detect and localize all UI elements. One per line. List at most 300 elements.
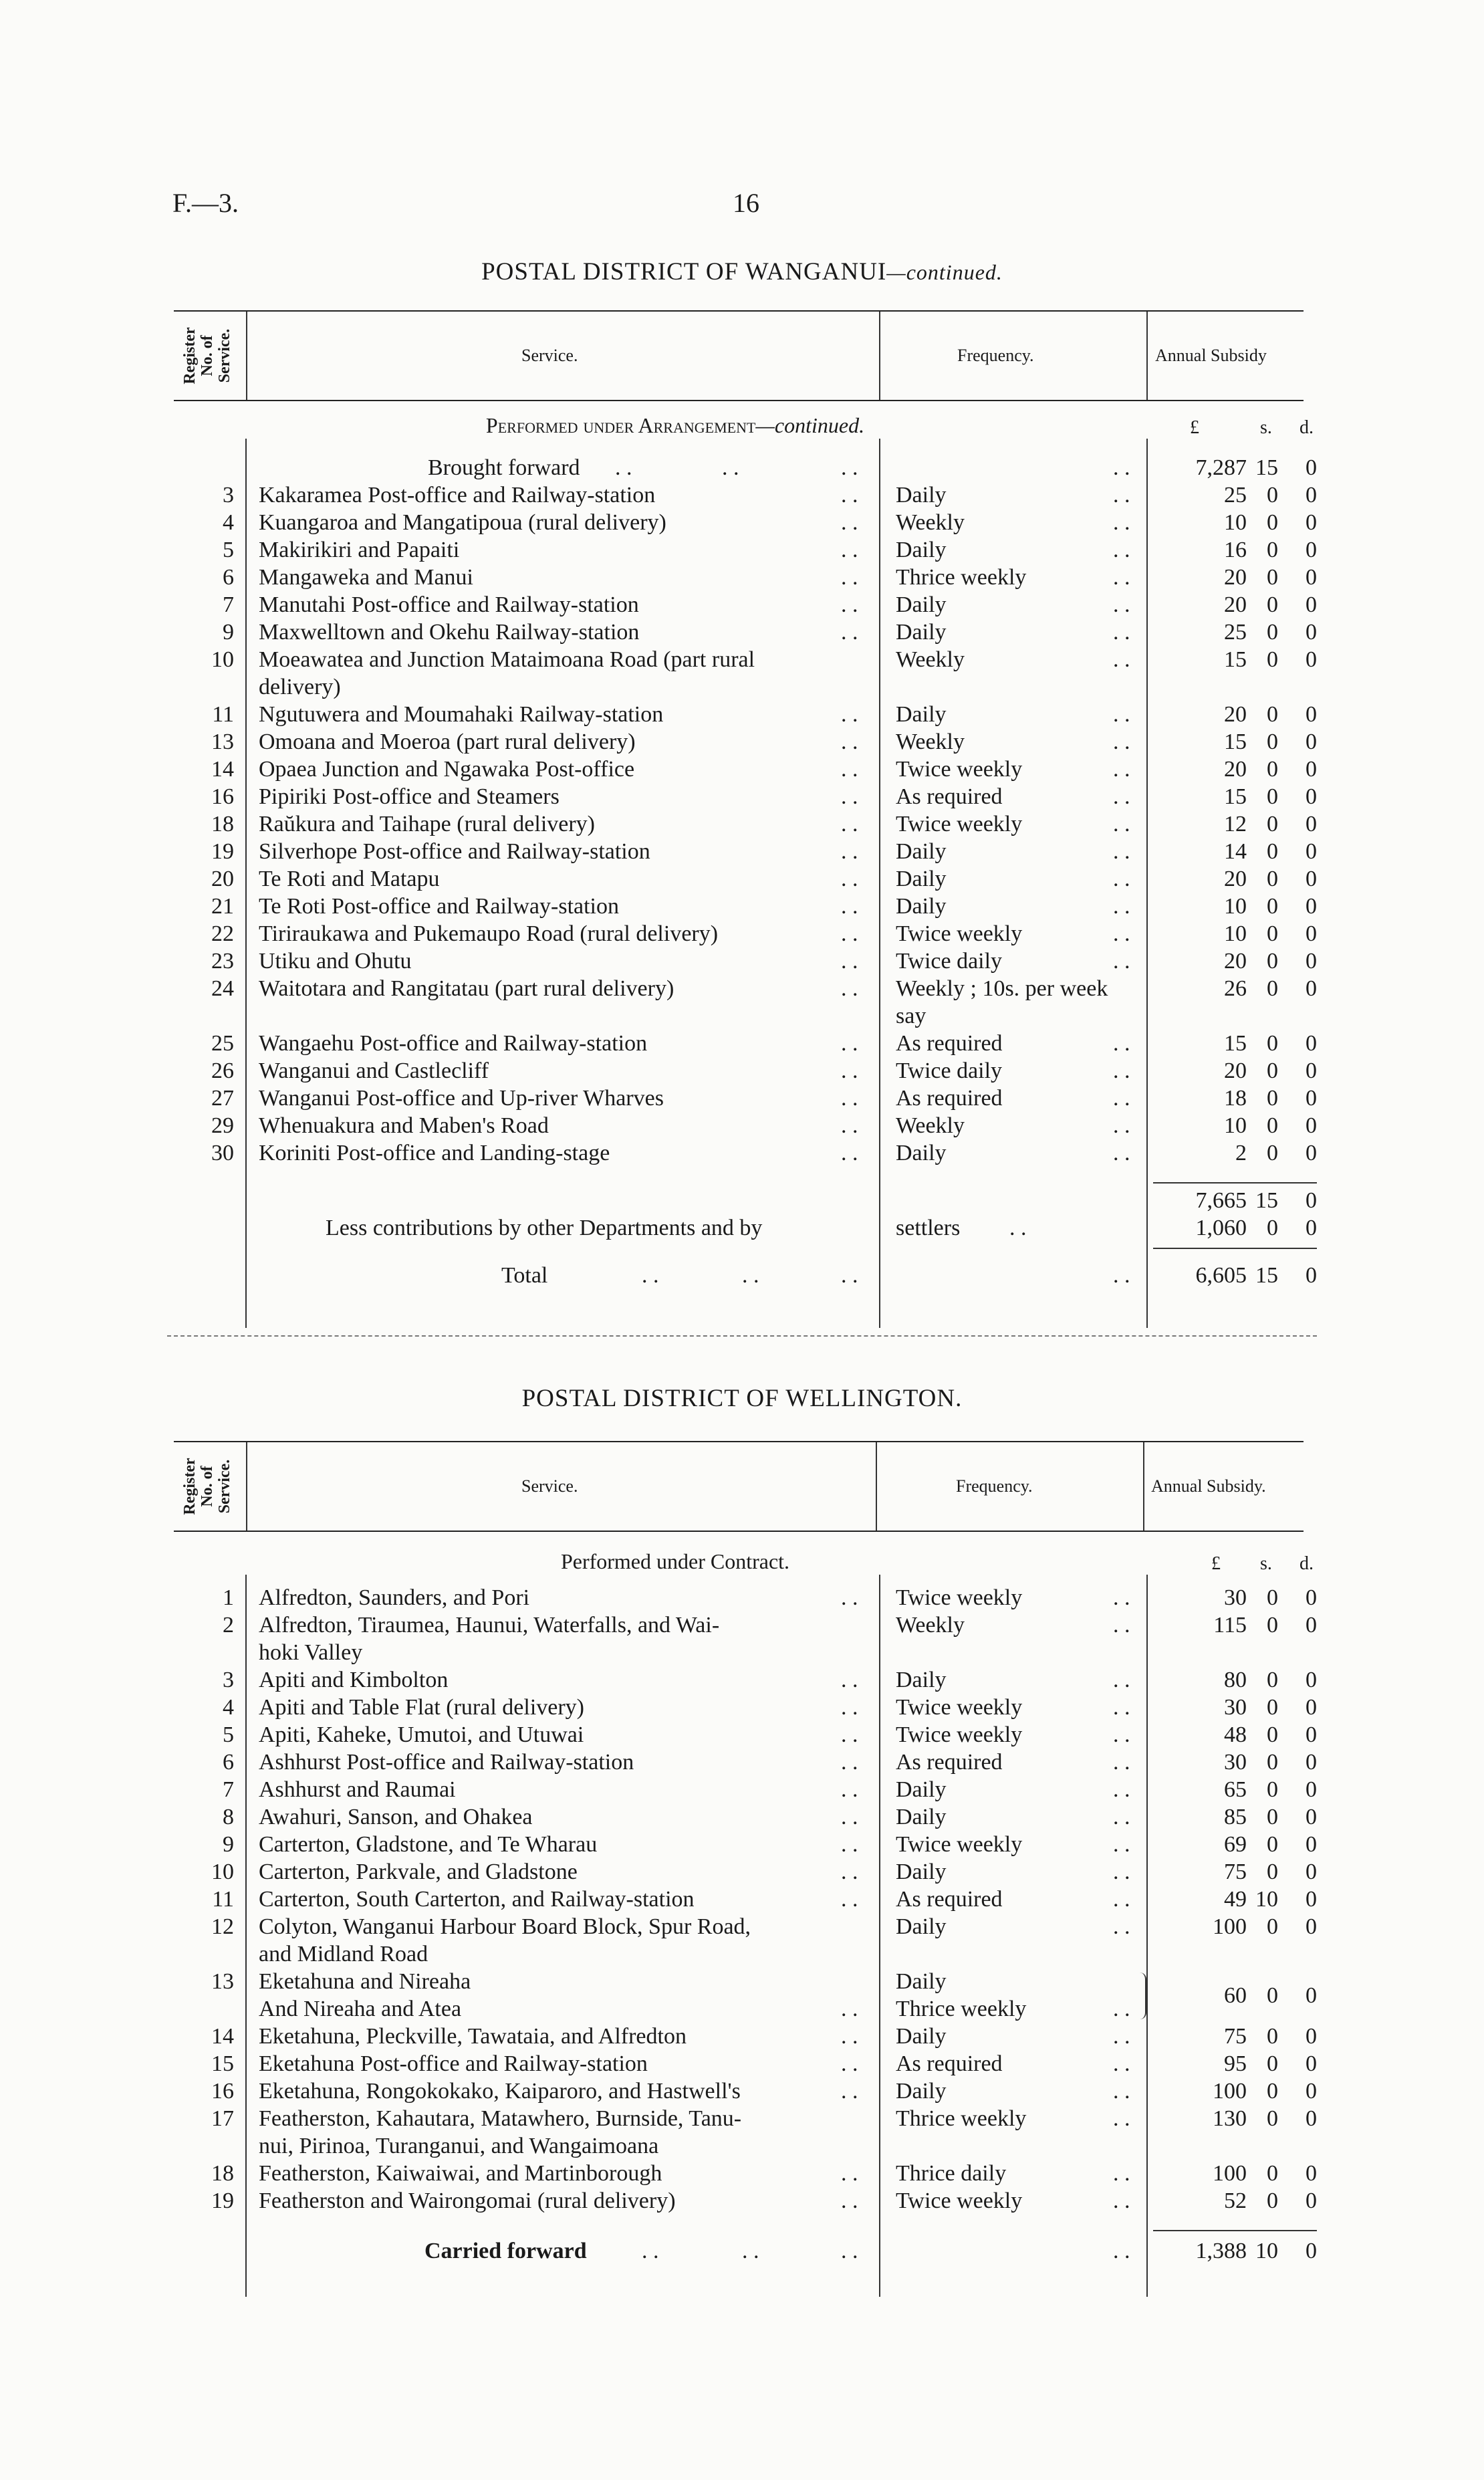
- dot-leader: . .: [841, 1263, 858, 1288]
- subsidy-pounds: 26: [1224, 976, 1247, 1001]
- dot-leader: . .: [1113, 2106, 1130, 2131]
- dot-leader: . .: [1113, 2024, 1130, 2049]
- dot-leader: . .: [1113, 867, 1130, 891]
- subsidy-pounds: 15: [1224, 1031, 1247, 1056]
- frequency: Daily: [896, 538, 947, 562]
- subsidy-pounds: 30: [1224, 1695, 1247, 1720]
- subsidy-cell: [0, 976, 1484, 1003]
- dot-leader: . .: [841, 1722, 858, 1747]
- dot-leader: . .: [1113, 1113, 1130, 1138]
- subsidy-cell: [0, 619, 1484, 647]
- subsidy-pounds: 65: [1224, 1777, 1247, 1802]
- subsidy-shillings: 0: [1267, 1141, 1278, 1165]
- subsidy-cell: [0, 564, 1484, 592]
- subsidy-header: Annual Subsidy.: [1151, 1476, 1266, 1496]
- service-name-continued: and Midland Road: [259, 1942, 428, 1966]
- subsidy-shillings: 0: [1267, 1832, 1278, 1857]
- wellington-column-header: [174, 1441, 1304, 1532]
- subsidy-pounds: 18: [1224, 1086, 1247, 1111]
- units-shillings: s.: [1260, 1553, 1272, 1574]
- subsidy-pence: 0: [1306, 483, 1317, 508]
- subsidy-pounds: 14: [1224, 839, 1247, 864]
- service-name: Opaea Junction and Ngawaka Post-office: [259, 757, 635, 782]
- subsidy-shillings: 0: [1267, 483, 1278, 508]
- register-number: 18: [211, 2161, 234, 2186]
- wellington-performed-heading: Performed under Contract.: [560, 1549, 790, 1573]
- register-number: 22: [211, 921, 234, 946]
- service-name: Makirikiri and Papaiti: [259, 538, 460, 562]
- units-pounds: £: [1190, 417, 1199, 438]
- service-name: Kuangaroa and Mangatipoua (rural delivery): [259, 510, 666, 535]
- subsidy-shillings: 0: [1267, 1613, 1278, 1638]
- service-name: Tiriraukawa and Pukemaupo Road (rural delivery): [259, 921, 719, 946]
- subsidy-pence: 0: [1306, 1113, 1317, 1138]
- service-name: Featherston and Wairongomai (rural delivery): [259, 2188, 676, 2213]
- subsidy-pence: 0: [1306, 1188, 1317, 1213]
- service-name: Maxwelltown and Okehu Railway-station: [259, 620, 640, 645]
- subsidy-pounds: 69: [1224, 1832, 1247, 1857]
- subsidy-pence: 0: [1306, 1722, 1317, 1747]
- subsidy-pounds: 10: [1224, 1113, 1247, 1138]
- units-pounds: £: [1211, 1553, 1221, 1574]
- subsidy-shillings: 0: [1267, 894, 1278, 919]
- subsidy-shillings: 0: [1267, 1668, 1278, 1692]
- subsidy-pounds: 130: [1213, 2106, 1247, 2131]
- table-row-continued: [0, 1003, 1484, 1030]
- service-name: Whenuakura and Maben's Road: [259, 1113, 549, 1138]
- register-number: 26: [211, 1058, 234, 1083]
- subsidy-cell: [0, 921, 1484, 948]
- dot-leader: . .: [841, 2024, 858, 2049]
- subsidy-pence: 0: [1306, 894, 1317, 919]
- subsidy-cell: [0, 1886, 1484, 1914]
- subsidy-pounds: 48: [1224, 1722, 1247, 1747]
- subsidy-cell: [0, 838, 1484, 866]
- subsidy-pounds: 6,605: [1195, 1263, 1247, 1288]
- register-number: 20: [211, 867, 234, 891]
- service-name: Mangaweka and Manui: [259, 565, 474, 590]
- subsidy-shillings: 0: [1267, 1750, 1278, 1775]
- subsidy-shillings: 0: [1267, 1058, 1278, 1083]
- subsidy-pence: 0: [1306, 455, 1317, 480]
- subsidy-pounds: 80: [1224, 1668, 1247, 1692]
- subsidy-cell: [0, 811, 1484, 838]
- subsidy-shillings: 10: [1255, 2239, 1278, 2263]
- subsidy-cell: [0, 1804, 1484, 1831]
- subsidy-shillings: 0: [1267, 1216, 1278, 1240]
- frequency: Daily: [896, 483, 947, 508]
- subsidy-pence: 0: [1306, 1695, 1317, 1720]
- subsidy-pounds: 30: [1224, 1585, 1247, 1610]
- dot-leader: . .: [1113, 620, 1130, 645]
- subsidy-shillings: 0: [1267, 565, 1278, 590]
- subsidy-cell: [0, 1140, 1484, 1167]
- dot-leader: . .: [841, 812, 858, 836]
- less-contributions-row: [0, 1215, 1484, 1242]
- frequency: Daily: [896, 839, 947, 864]
- subsidy-shillings: 0: [1267, 2188, 1278, 2213]
- register-number: 19: [211, 2188, 234, 2213]
- frequency: Daily: [896, 620, 947, 645]
- units-pence: d.: [1300, 417, 1314, 438]
- dot-leader: . .: [1113, 1805, 1130, 1829]
- subsidy-pounds: 75: [1224, 2024, 1247, 2049]
- dot-leader: . .: [841, 1859, 858, 1884]
- register-number: 30: [211, 1141, 234, 1165]
- register-number: 12: [211, 1914, 234, 1939]
- service-name: Eketahuna and Nireaha: [259, 1969, 471, 1994]
- subsidy-shillings: 0: [1267, 757, 1278, 782]
- subsidy-pence: 0: [1306, 2106, 1317, 2131]
- subsidy-pounds: 85: [1224, 1805, 1247, 1829]
- subsidy-pence: 0: [1306, 949, 1317, 974]
- frequency-continued: say: [896, 1004, 926, 1028]
- register-number: 21: [211, 894, 234, 919]
- register-number: 4: [223, 510, 234, 535]
- dot-leader: . .: [841, 565, 858, 590]
- subsidy-pence: 0: [1306, 1777, 1317, 1802]
- subsidy-pence: 0: [1306, 921, 1317, 946]
- subsidy-shillings: 0: [1267, 2024, 1278, 2049]
- subsidy-shillings: 0: [1267, 1983, 1278, 2008]
- subsidy-pounds: 100: [1213, 2161, 1247, 2186]
- dot-leader: . .: [742, 1263, 759, 1288]
- subsidy-pence: 0: [1306, 784, 1317, 809]
- register-number: 5: [223, 538, 234, 562]
- wanganui-title-main: POSTAL DISTRICT OF WANGANUI: [481, 258, 887, 286]
- subsidy-shillings: 15: [1255, 455, 1278, 480]
- subsidy-pence: 0: [1306, 1832, 1317, 1857]
- subsidy-pence: 0: [1306, 1983, 1317, 2008]
- subsidy-pounds: 10: [1224, 894, 1247, 919]
- dot-leader: . .: [1113, 2188, 1130, 2213]
- subsidy-cell: [0, 2160, 1484, 2188]
- subsidy-shillings: 0: [1267, 2051, 1278, 2076]
- dot-leader: . .: [841, 1750, 858, 1775]
- frequency: Daily: [896, 1805, 947, 1829]
- subsidy-pence: 0: [1306, 1750, 1317, 1775]
- register-number: 17: [211, 2106, 234, 2131]
- service-name: Wanganui and Castlecliff: [259, 1058, 489, 1083]
- subsidy-pence: 0: [1306, 1805, 1317, 1829]
- subsidy-shillings: 0: [1267, 510, 1278, 535]
- subsidy-pounds: 20: [1224, 702, 1247, 727]
- subsidy-pence: 0: [1306, 1914, 1317, 1939]
- register-number: 7: [223, 1777, 234, 1802]
- frequency: Twice weekly: [896, 921, 1023, 946]
- register-header: Register No. of Service.: [181, 327, 233, 384]
- subsidy-pence: 0: [1306, 1613, 1317, 1638]
- frequency: Twice weekly: [896, 1585, 1023, 1610]
- wanganui-column-header: [174, 310, 1304, 401]
- service-name: Kakaramea Post-office and Railway-station: [259, 483, 656, 508]
- dot-leader: . .: [841, 1058, 858, 1083]
- dot-leader: . .: [841, 867, 858, 891]
- dot-leader: . .: [1113, 2161, 1130, 2186]
- subsidy-shillings: 0: [1267, 1805, 1278, 1829]
- subsidy-cell: [0, 1585, 1484, 1612]
- dot-leader: . .: [841, 1086, 858, 1111]
- frequency: Thrice daily: [896, 2161, 1007, 2186]
- subsidy-shillings: 0: [1267, 921, 1278, 946]
- frequency: Daily: [896, 1777, 947, 1802]
- frequency: Daily: [896, 894, 947, 919]
- dot-leader: . .: [1113, 2051, 1130, 2076]
- subsidy-cell: [0, 784, 1484, 811]
- service-name: Waitotara and Rangitatau (part rural delivery): [259, 976, 674, 1001]
- service-name: Featherston, Kahautara, Matawhero, Burnside, Tanu-: [259, 2106, 742, 2131]
- register-number: 14: [211, 757, 234, 782]
- register-number: 16: [211, 2079, 234, 2104]
- dot-leader: . .: [841, 483, 858, 508]
- dot-leader: . .: [841, 2161, 858, 2186]
- register-number: 9: [223, 620, 234, 645]
- subsidy-pence: 0: [1306, 1585, 1317, 1610]
- frequency: Daily: [896, 1141, 947, 1165]
- subsidy-pounds: 10: [1224, 510, 1247, 535]
- subsidy-shillings: 0: [1267, 784, 1278, 809]
- register-number: 2: [223, 1613, 234, 1638]
- service-name: Ashhurst Post-office and Railway-station: [259, 1750, 634, 1775]
- subsidy-shillings: 0: [1267, 839, 1278, 864]
- frequency: Twice weekly: [896, 757, 1023, 782]
- subsidy-shillings: 0: [1267, 1695, 1278, 1720]
- dot-leader: . .: [841, 921, 858, 946]
- subsidy-pence: 0: [1306, 867, 1317, 891]
- carried-forward-row: [0, 2238, 1484, 2265]
- dot-leader: . .: [1113, 2079, 1130, 2104]
- subsidy-pounds: 20: [1224, 592, 1247, 617]
- subsidy-shillings: 0: [1267, 1031, 1278, 1056]
- dot-leader: . .: [1113, 1997, 1130, 2021]
- service-name: Eketahuna Post-office and Railway-station: [259, 2051, 648, 2076]
- register-number: 3: [223, 1668, 234, 1692]
- subsidy-cell: [0, 2023, 1484, 2051]
- subsidy-pence: 0: [1306, 565, 1317, 590]
- service-name: Carterton, Gladstone, and Te Wharau: [259, 1832, 598, 1857]
- subsidy-cell: [0, 1030, 1484, 1058]
- subsidy-pounds: 15: [1224, 729, 1247, 754]
- subsidy-cell: [0, 537, 1484, 564]
- subsidy-pounds: 52: [1224, 2188, 1247, 2213]
- service-name: Apiti and Kimbolton: [259, 1668, 449, 1692]
- subsidy-pounds: 10: [1224, 921, 1247, 946]
- service-name: Ashhurst and Raumai: [259, 1777, 456, 1802]
- subsidy-pence: 0: [1306, 2161, 1317, 2186]
- service-name: Moeawatea and Junction Mataimoana Road (part rural: [259, 647, 755, 672]
- subsidy-shillings: 0: [1267, 1722, 1278, 1747]
- subsidy-shillings: 0: [1267, 538, 1278, 562]
- dot-leader: . .: [841, 1832, 858, 1857]
- subsidy-cell: [0, 482, 1484, 510]
- frequency: As required: [896, 1031, 1003, 1056]
- subsidy-header: Annual Subsidy: [1155, 346, 1267, 365]
- subsidy-pounds: 25: [1224, 483, 1247, 508]
- dot-leader: . .: [1113, 592, 1130, 617]
- dot-leader: . .: [841, 2079, 858, 2104]
- subsidy-shillings: 0: [1267, 1859, 1278, 1884]
- register-number: 11: [212, 1887, 234, 1912]
- grouping-brace: [1140, 1972, 1146, 2019]
- dot-leader: . .: [841, 2239, 858, 2263]
- subsidy-cell: [0, 866, 1484, 893]
- dot-leader: . .: [1113, 483, 1130, 508]
- subsidy-pounds: 2: [1235, 1141, 1247, 1165]
- dot-leader: . .: [841, 729, 858, 754]
- service-name: Apiti and Table Flat (rural delivery): [259, 1695, 585, 1720]
- service-name: Apiti, Kaheke, Umutoi, and Utuwai: [259, 1722, 584, 1747]
- frequency: Daily: [896, 1668, 947, 1692]
- dot-leader: . .: [1113, 1887, 1130, 1912]
- service-name: Ngutuwera and Moumahaki Railway-station: [259, 702, 664, 727]
- dot-leader: . .: [841, 1887, 858, 1912]
- subsidy-pence: 0: [1306, 2051, 1317, 2076]
- frequency: Daily: [896, 867, 947, 891]
- subsidy-pounds: 7,287: [1195, 455, 1247, 480]
- subsidy-pounds: 1,060: [1195, 1216, 1247, 1240]
- subsidy-pence: 0: [1306, 592, 1317, 617]
- register-number: 3: [223, 483, 234, 508]
- subsidy-cell: [0, 1859, 1484, 1886]
- dot-leader: . .: [841, 510, 858, 535]
- register-number: 10: [211, 1859, 234, 1884]
- subsidy-pence: 0: [1306, 1141, 1317, 1165]
- register-number: 6: [223, 565, 234, 590]
- service-name: Colyton, Wanganui Harbour Board Block, Spur Road,: [259, 1914, 751, 1939]
- subsidy-shillings: 0: [1267, 867, 1278, 891]
- subsidy-shillings: 0: [1267, 1113, 1278, 1138]
- service-header: Service.: [521, 1476, 578, 1496]
- dot-leader: . .: [1113, 1141, 1130, 1165]
- subsidy-pounds: 12: [1224, 812, 1247, 836]
- subsidy-shillings: 0: [1267, 949, 1278, 974]
- frequency: Daily: [896, 1914, 947, 1939]
- service-name: Omoana and Moeroa (part rural delivery): [259, 729, 636, 754]
- service-name: Pipiriki Post-office and Steamers: [259, 784, 560, 809]
- subsidy-pounds: 20: [1224, 1058, 1247, 1083]
- frequency: Daily: [896, 2079, 947, 2104]
- dot-leader: . .: [841, 1113, 858, 1138]
- subsidy-cell: [0, 701, 1484, 729]
- register-number: 16: [211, 784, 234, 809]
- dot-leader: . .: [841, 2188, 858, 2213]
- subsidy-cell: [0, 1831, 1484, 1859]
- subsidy-pounds: 25: [1224, 620, 1247, 645]
- dot-leader: . .: [1113, 1058, 1130, 1083]
- subsidy-shillings: 15: [1255, 1188, 1278, 1213]
- service-name: Silverhope Post-office and Railway-station: [259, 839, 650, 864]
- dot-leader: . .: [841, 538, 858, 562]
- subsidy-pounds: 20: [1224, 565, 1247, 590]
- subsidy-pounds: 30: [1224, 1750, 1247, 1775]
- dot-leader: . .: [1113, 538, 1130, 562]
- subsidy-pence: 0: [1306, 2024, 1317, 2049]
- dot-leader: . .: [1113, 455, 1130, 480]
- subsidy-pence: 0: [1306, 839, 1317, 864]
- subsidy-shillings: 0: [1267, 976, 1278, 1001]
- subsidy-pounds: 7,665: [1195, 1188, 1247, 1213]
- subsidy-pence: 0: [1306, 1887, 1317, 1912]
- service-name-continued: nui, Pirinoa, Turanganui, and Wangaimoana: [259, 2134, 659, 2158]
- frequency: Twice weekly: [896, 1722, 1023, 1747]
- dot-leader: . .: [642, 1263, 659, 1288]
- frequency: Daily: [896, 592, 947, 617]
- subsidy-cell: [0, 1612, 1484, 1640]
- frequency: As required: [896, 1750, 1003, 1775]
- register-number: 29: [211, 1113, 234, 1138]
- frequency: Twice weekly: [896, 1695, 1023, 1720]
- dot-leader: . .: [1113, 1585, 1130, 1610]
- subsidy-cell: [0, 2106, 1484, 2133]
- total-row: [0, 1262, 1484, 1290]
- dot-leader: . .: [1113, 1031, 1130, 1056]
- subsidy-shillings: 0: [1267, 1585, 1278, 1610]
- dot-leader: . .: [1113, 1750, 1130, 1775]
- dot-leader: . .: [841, 1668, 858, 1692]
- subsidy-cell: [0, 2078, 1484, 2106]
- table-row-continued: [0, 2133, 1484, 2160]
- subsidy-cell: [0, 1694, 1484, 1722]
- dot-leader: . .: [1113, 1263, 1130, 1288]
- units-shillings: s.: [1260, 417, 1272, 438]
- frequency: Weekly: [896, 510, 965, 535]
- dot-leader: . .: [1009, 1216, 1027, 1240]
- dot-leader: . .: [1113, 784, 1130, 809]
- carried-forward-label: Carried forward: [424, 2239, 587, 2263]
- dot-leader: . .: [642, 2239, 659, 2263]
- register-number: 13: [211, 1969, 234, 1994]
- subsidy-cell: [0, 592, 1484, 619]
- register-number: 7: [223, 592, 234, 617]
- frequency: Twice daily: [896, 949, 1003, 974]
- subsidy-pence: 0: [1306, 729, 1317, 754]
- frequency: As required: [896, 784, 1003, 809]
- subsidy-shillings: 0: [1267, 2161, 1278, 2186]
- service-name: Alfredton, Tiraumea, Haunui, Waterfalls, and Wai-: [259, 1613, 720, 1638]
- subsidy-pounds: 16: [1224, 538, 1247, 562]
- service-name: Wangaehu Post-office and Railway-station: [259, 1031, 648, 1056]
- service-header: Service.: [521, 346, 578, 365]
- dot-leader: . .: [841, 1777, 858, 1802]
- wanganui-performed-heading: Performed under Arrangement—continued.: [485, 413, 865, 437]
- dot-leader: . .: [1113, 1914, 1130, 1939]
- subsidy-pence: 0: [1306, 976, 1317, 1001]
- dot-leader: . .: [1113, 1832, 1130, 1857]
- subsidy-pounds: 15: [1224, 647, 1247, 672]
- dot-leader: . .: [841, 1141, 858, 1165]
- service-name-continued: And Nireaha and Atea: [259, 1997, 462, 2021]
- frequency-continued: Thrice weekly: [896, 1997, 1027, 2021]
- service-name: Utiku and Ohutu: [259, 949, 412, 974]
- table-row-continued: [0, 1640, 1484, 1667]
- subsidy-pounds: 95: [1224, 2051, 1247, 2076]
- dot-leader: . .: [841, 784, 858, 809]
- subsidy-shillings: 0: [1267, 2079, 1278, 2104]
- dot-leader: . .: [841, 839, 858, 864]
- subsidy-cell: [0, 1113, 1484, 1140]
- table-row-continued: [0, 1996, 1484, 2023]
- subsidy-pence: 0: [1306, 620, 1317, 645]
- dot-leader: . .: [742, 2239, 759, 2263]
- page-number: 16: [733, 188, 759, 218]
- subsidy-pence: 0: [1306, 2079, 1317, 2104]
- register-number: 6: [223, 1750, 234, 1775]
- wellington-title: POSTAL DISTRICT OF WELLINGTON.: [521, 1385, 963, 1412]
- service-name: Awahuri, Sanson, and Ohakea: [259, 1805, 533, 1829]
- subsidy-cell: [0, 2188, 1484, 2215]
- frequency: Weekly: [896, 1613, 965, 1638]
- subsidy-pounds: 100: [1213, 1914, 1247, 1939]
